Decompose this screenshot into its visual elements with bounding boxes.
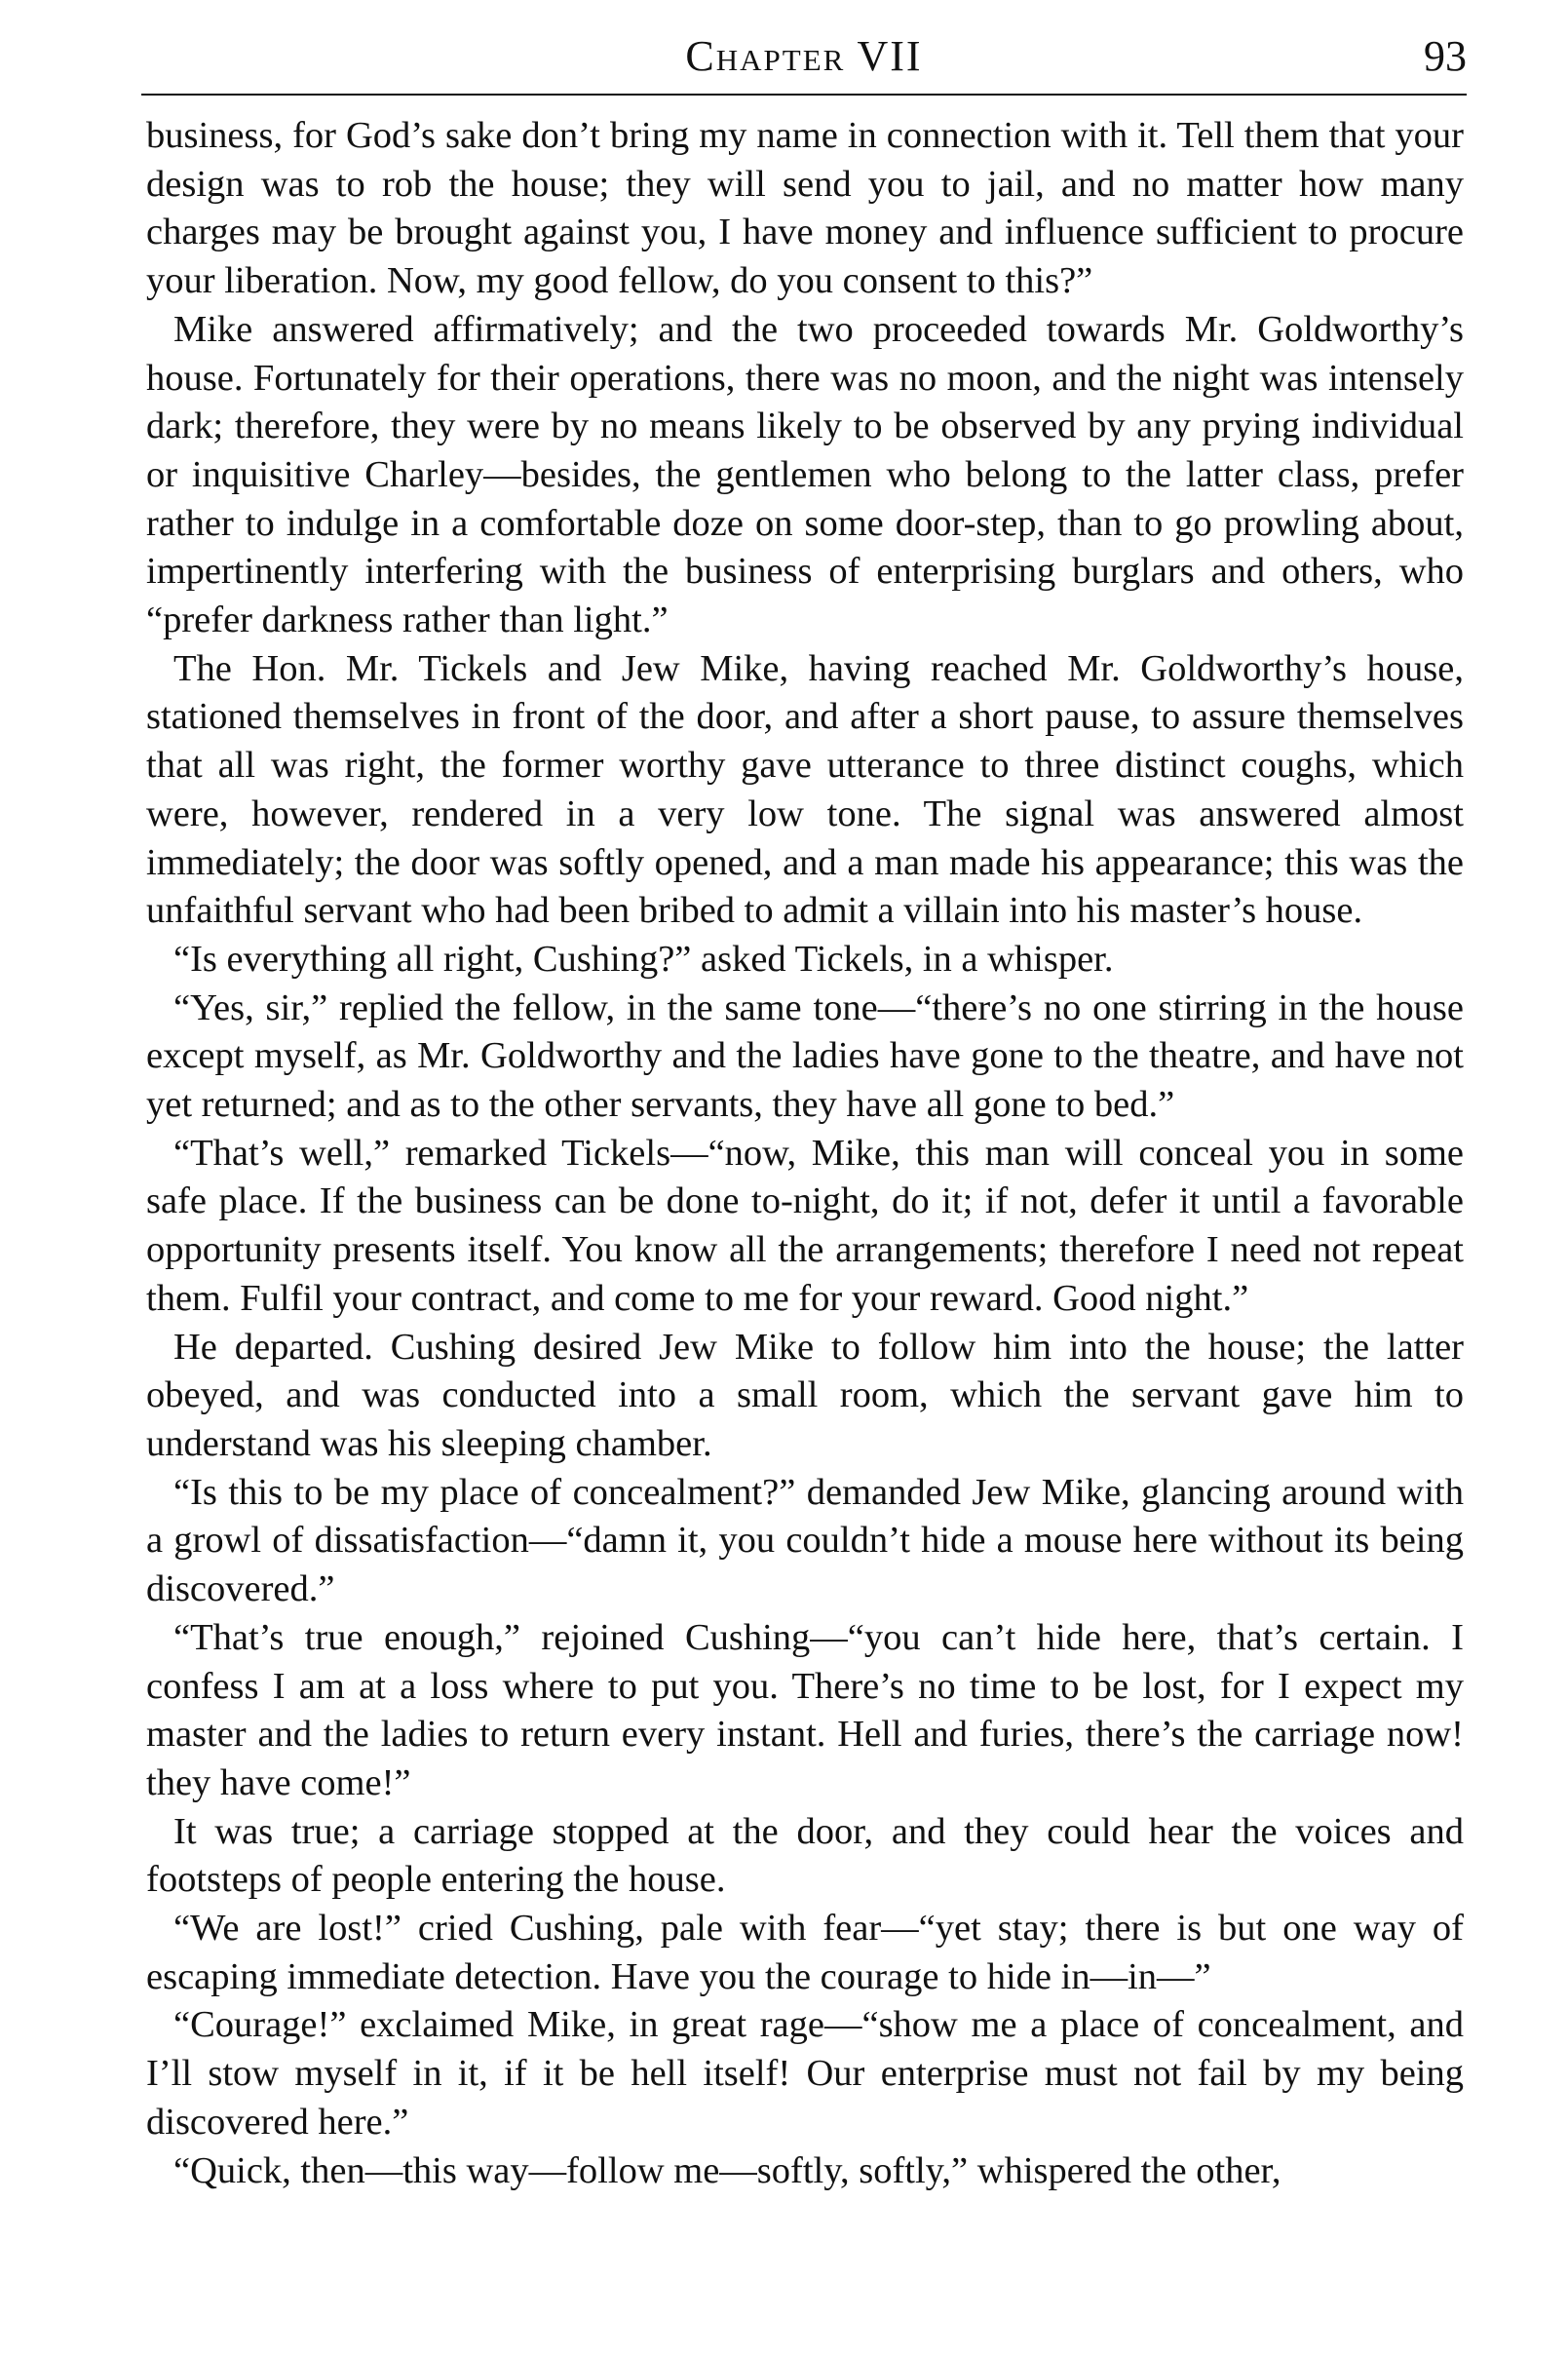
body-text: [146, 112, 1464, 2195]
paragraph: It was true; a carriage stopped at the door, and they could hear the voices and footsteps of people entering the house.: [146, 1810, 1464, 1901]
paragraph: He departed. Cushing desired Jew Mike to follow him into the house; the latter obeyed, and was conducted into a small room, which the servant gave him to understand was his sleeping chamber.: [146, 1326, 1464, 1464]
paragraph: “Is everything all right, Cushing?” asked Tickels, in a whisper.: [173, 938, 1114, 980]
paragraph: “We are lost!” cried Cushing, pale with fear—“yet stay; there is but one way of escaping immediate detection. Have you the courage to hide in—in—”: [146, 1908, 1464, 1997]
header-rule: [141, 94, 1467, 96]
paragraph-continued: business, for God’s sake don’t bring my name in connection with it. Tell them that your design was to rob the house; they will send you to jail, and no matter how many charges may be brought against you, I have money and influence sufficient to procure your liberation. Now, my good fellow, do you consent to this?”: [146, 115, 1464, 302]
paragraph: Mike answered affirmatively; and the two proceeded towards Mr. Goldworthy’s house. Fortunately for their operations, there was no moon, and the night was intensely dark; therefore, they were by no means likely to be observed by any prying individual or inquisitive Charley—besides, the gentlemen who belong to the latter class, prefer rather to indulge in a comfortable doze on some door-step, than to go prowling about, impertinently interfering with the business of enterprising burglars and others, who “prefer darkness rather than light.”: [146, 308, 1464, 641]
paragraph: “That’s true enough,” rejoined Cushing—“you can’t hide here, that’s certain. I confess I am at a loss where to put you. There’s no time to be lost, for I expect my master and the ladies to return every instant. Hell and furies, there’s the carriage now! they have come!”: [146, 1616, 1464, 1803]
paragraph: “That’s well,” remarked Tickels—“now, Mike, this man will conceal you in some safe place. If the business can be done to-night, do it; if not, defer it until a favorable opportunity presents itself. You know all the arrangements; therefore I need not repeat them. Fulfil your contract, and come to me for your reward. Good night.”: [146, 1132, 1464, 1319]
running-head: [141, 31, 1467, 90]
paragraph: “Courage!” exclaimed Mike, in great rage—“show me a place of concealment, and I’ll stow myself in it, if it be hell itself! Our enterprise must not fail by my being discovered here.”: [146, 2004, 1464, 2143]
chapter-title: Chapter VII: [685, 32, 923, 80]
paragraph: “Yes, sir,” replied the fellow, in the same tone—“there’s no one stirring in the house except myself, as Mr. Goldworthy and the ladies have gone to the theatre, and have not yet returned; and as to the other servants, they have all gone to bed.”: [146, 986, 1464, 1126]
page-number: 93: [1424, 32, 1467, 80]
paragraph: The Hon. Mr. Tickels and Jew Mike, having reached Mr. Goldworthy’s house, stationed themselves in front of the door, and after a short pause, to assure themselves that all was right, the former worthy gave utterance to three distinct coughs, which were, however, rendered in a very low tone. The signal was answered almost immediately; the door was softly opened, and a man made his appearance; this was the unfaithful servant who had been bribed to admit a villain into his master’s house.: [146, 647, 1464, 932]
paragraph: “Quick, then—this way—follow me—softly, softly,” whispered the other,: [173, 2149, 1281, 2191]
paragraph: “Is this to be my place of concealment?” demanded Jew Mike, glancing around with a growl of dissatisfaction—“damn it, you couldn’t hide a mouse here without its being discovered.”: [146, 1471, 1464, 1610]
